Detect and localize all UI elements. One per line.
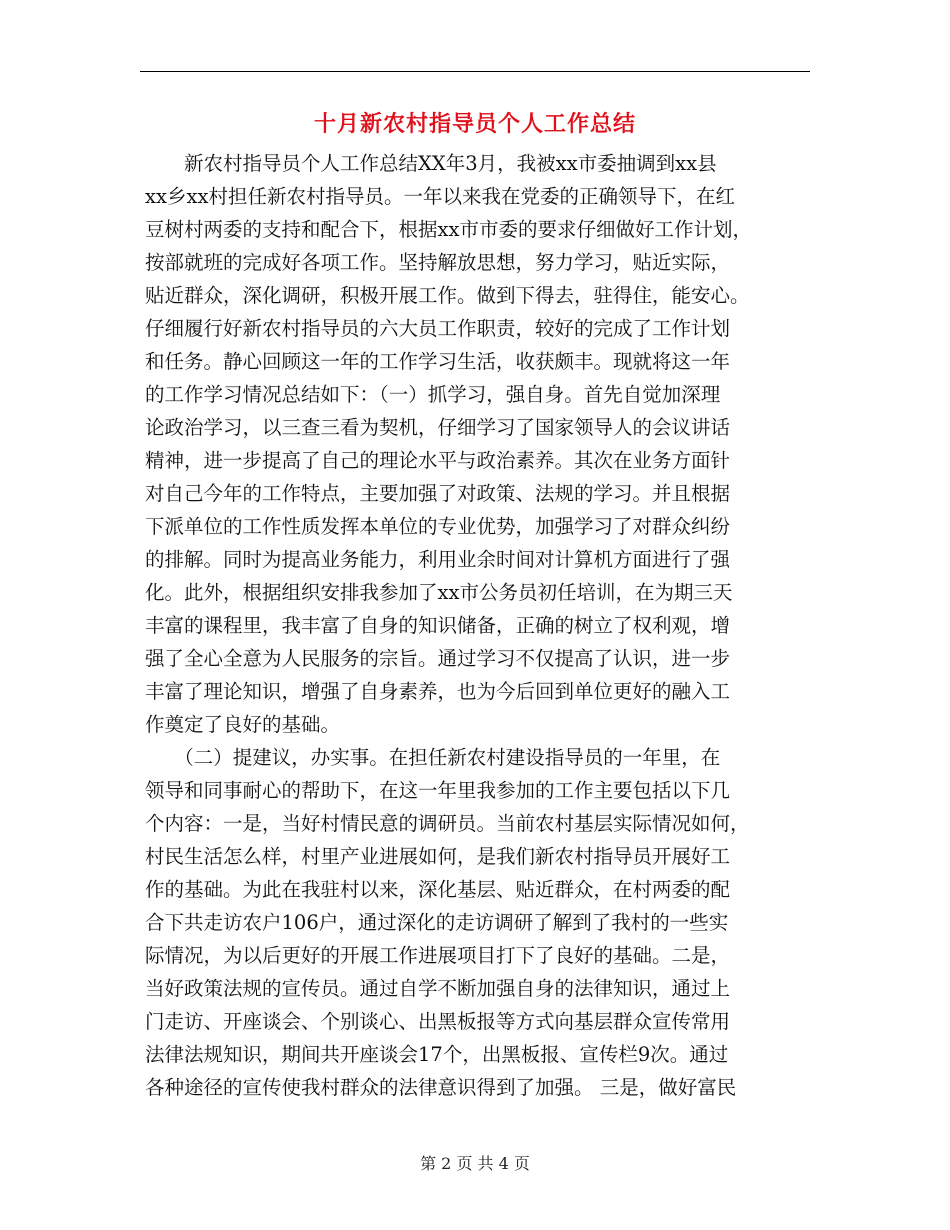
body-line: 的排解。同时为提高业务能力，利用业余时间对计算机方面进行了强 (145, 548, 731, 571)
body-line: 丰富的课程里，我丰富了自身的知识储备，正确的树立了权利观，增 (145, 614, 731, 637)
body-line: 际情况，为以后更好的开展工作进展项目打下了良好的基础。二是， (145, 944, 731, 967)
body-line: 门走访、开座谈会、个别谈心、出黑板报等方式向基层群众宣传常用 (145, 1010, 731, 1033)
body-line: 化。此外，根据组织安排我参加了xx市公务员初任培训，在为期三天 (145, 581, 733, 604)
body-line: 按部就班的完成好各项工作。坚持解放思想，努力学习，贴近实际， (145, 251, 731, 274)
body-line: 的工作学习情况总结如下：（一）抓学习，强自身。首先自觉加深理 (145, 383, 721, 406)
body-line: 精神，进一步提高了自己的理论水平与政治素养。其次在业务方面针 (145, 449, 731, 472)
document-title: 十月新农村指导员个人工作总结 (313, 112, 636, 137)
body-line: 个内容：一是，当好村情民意的调研员。当前农村基层实际情况如何， (145, 812, 750, 835)
body-line: 新农村指导员个人工作总结XX年3月，我被xx市委抽调到xx县 (145, 152, 717, 175)
page-number: 第 2 页 共 4 页 (420, 1154, 530, 1173)
body-line: 对自己今年的工作特点，主要加强了对政策、法规的学习。并且根据 (145, 482, 731, 505)
body-line: 作奠定了良好的基础。 (145, 713, 341, 736)
body-line: 当好政策法规的宣传员。通过自学不断加强自身的法律知识，通过上 (145, 977, 731, 1000)
body-line: 丰富了理论知识，增强了自身素养，也为今后回到单位更好的融入工 (145, 680, 731, 703)
body-line: 法律法规知识，期间共开座谈会17个，出黑板报、宣传栏9次。通过 (145, 1043, 729, 1066)
body-line: xx乡xx村担任新农村指导员。一年以来我在党委的正确领导下，在红 (145, 185, 735, 208)
body-line: 各种途径的宣传使我村群众的法律意识得到了加强。 三是，做好富民 (145, 1076, 737, 1099)
body-line: 合下共走访农户106户，通过深化的走访调研了解到了我村的一些实 (145, 911, 729, 934)
body-line: 强了全心全意为人民服务的宗旨。通过学习不仅提高了认识，进一步 (145, 647, 731, 670)
body-line: 下派单位的工作性质发挥本单位的专业优势，加强学习了对群众纠纷 (145, 515, 731, 538)
body-line: 豆树村两委的支持和配合下，根据xx市市委的要求仔细做好工作计划， (145, 218, 752, 241)
body-line: 和任务。静心回顾这一年的工作学习生活，收获颇丰。现就将这一年 (145, 350, 731, 373)
document-body (145, 147, 813, 1104)
body-line: 贴近群众，深化调研，积极开展工作。做到下得去，驻得住，能安心。 (145, 284, 750, 307)
body-line: （二）提建议，办实事。在担任新农村建设指导员的一年里，在 (145, 746, 721, 769)
body-line: 领导和同事耐心的帮助下，在这一年里我参加的工作主要包括以下几 (145, 779, 731, 802)
body-line: 村民生活怎么样，村里产业进展如何，是我们新农村指导员开展好工 (145, 845, 731, 868)
body-line: 论政治学习，以三查三看为契机，仔细学习了国家领导人的会议讲话 (145, 416, 731, 439)
header-rule (140, 71, 810, 72)
body-line: 仔细履行好新农村指导员的六大员工作职责，较好的完成了工作计划 (145, 317, 731, 340)
body-line: 作的基础。为此在我驻村以来，深化基层、贴近群众，在村两委的配 (145, 878, 731, 901)
